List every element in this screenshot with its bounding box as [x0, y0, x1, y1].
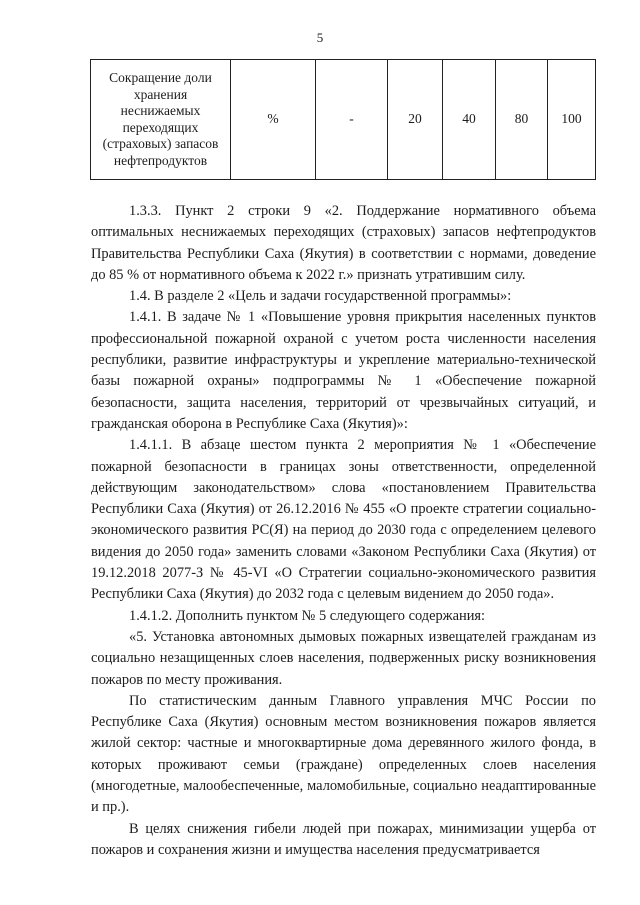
paragraph-goals: В целях снижения гибели людей при пожарах, минимизации ущерба от пожаров и сохранения жизни и имущества населения предусматривается [91, 820, 596, 858]
paragraph-1-3-3: 1.3.3. Пункт 2 строки 9 «2. Поддержание нормативного объема оптимальных неснижаемых переходящих (страховых) запасов нефтепродуктов Правительства Республики Саха (Якутия) в соответствии с нормами, доведение до 85 % от нормативного объема к 2022 г.» признать утратившим силу. [91, 203, 596, 283]
paragraph-1-4-1-2: 1.4.1.2. Дополнить пунктом № 5 следующего содержания: [129, 607, 486, 624]
table-row [91, 60, 596, 180]
paragraph-item-5: «5. Установка автономных дымовых пожарных извещателей гражданам из социально незащищенных слоев населения, подверженных риску возникновения пожаров по месту проживания. [91, 628, 596, 688]
paragraph-1-4: 1.4. В разделе 2 «Цель и задачи государственной программы»: [129, 288, 512, 305]
document-body [91, 201, 596, 861]
value-cell: - [316, 60, 388, 180]
value-cell: 20 [388, 60, 443, 180]
value-cell: 80 [496, 60, 548, 180]
value-cell: 40 [443, 60, 496, 180]
paragraph-1-4-1-1: 1.4.1.1. В абзаце шестом пункта 2 мероприятия № 1 «Обеспечение пожарной безопасности в границах зоны ответственности, определенной действующим законодательством» слова «постановлением Правительства Республики Саха (Якутия) от 26.12.2016 № 455 «О проекте стратегии социально-экономического развития РС(Я) на период до 2030 года с определением целевого видения до 2050 года» заменить словами «Законом Республики Саха (Якутия) от 19.12.2018 2077-З № 45-VI «О Стратегии социально-экономического развития Республики Саха (Якутия) до 2032 года с целевым видением до 2050 года». [91, 437, 596, 603]
paragraph-statistics: По статистическим данным Главного управления МЧС России по Республике Саха (Якутия) основным местом возникновения пожаров является жилой сектор: частные и многоквартирные дома деревянного жилого фонда, в которых проживают семьи (граждане) определенных слоев населения (многодетные, малообеспеченные, маломобильные, социально неадаптированные и пр.). [91, 692, 596, 816]
page-number: 5 [316, 30, 324, 45]
value-cell: 100 [548, 60, 596, 180]
unit-cell: % [231, 60, 316, 180]
paragraph-1-4-1: 1.4.1. В задаче № 1 «Повышение уровня прикрытия населенных пунктов профессиональной пожарной охраной с учетом роста численности населения республики, развитие инфраструктуры и укрепление материально-технической базы пожарной охраны» подпрограммы № 1 «Обеспечение пожарной безопасности, защита населения, территорий от чрезвычайных ситуаций, и гражданская оборона в Республике Саха (Якутия)»: [91, 309, 596, 432]
indicator-name-cell: Сокращение доли хранения неснижаемых переходящих (страховых) запасов нефтепродуктов [91, 60, 231, 180]
indicator-table [90, 59, 596, 180]
